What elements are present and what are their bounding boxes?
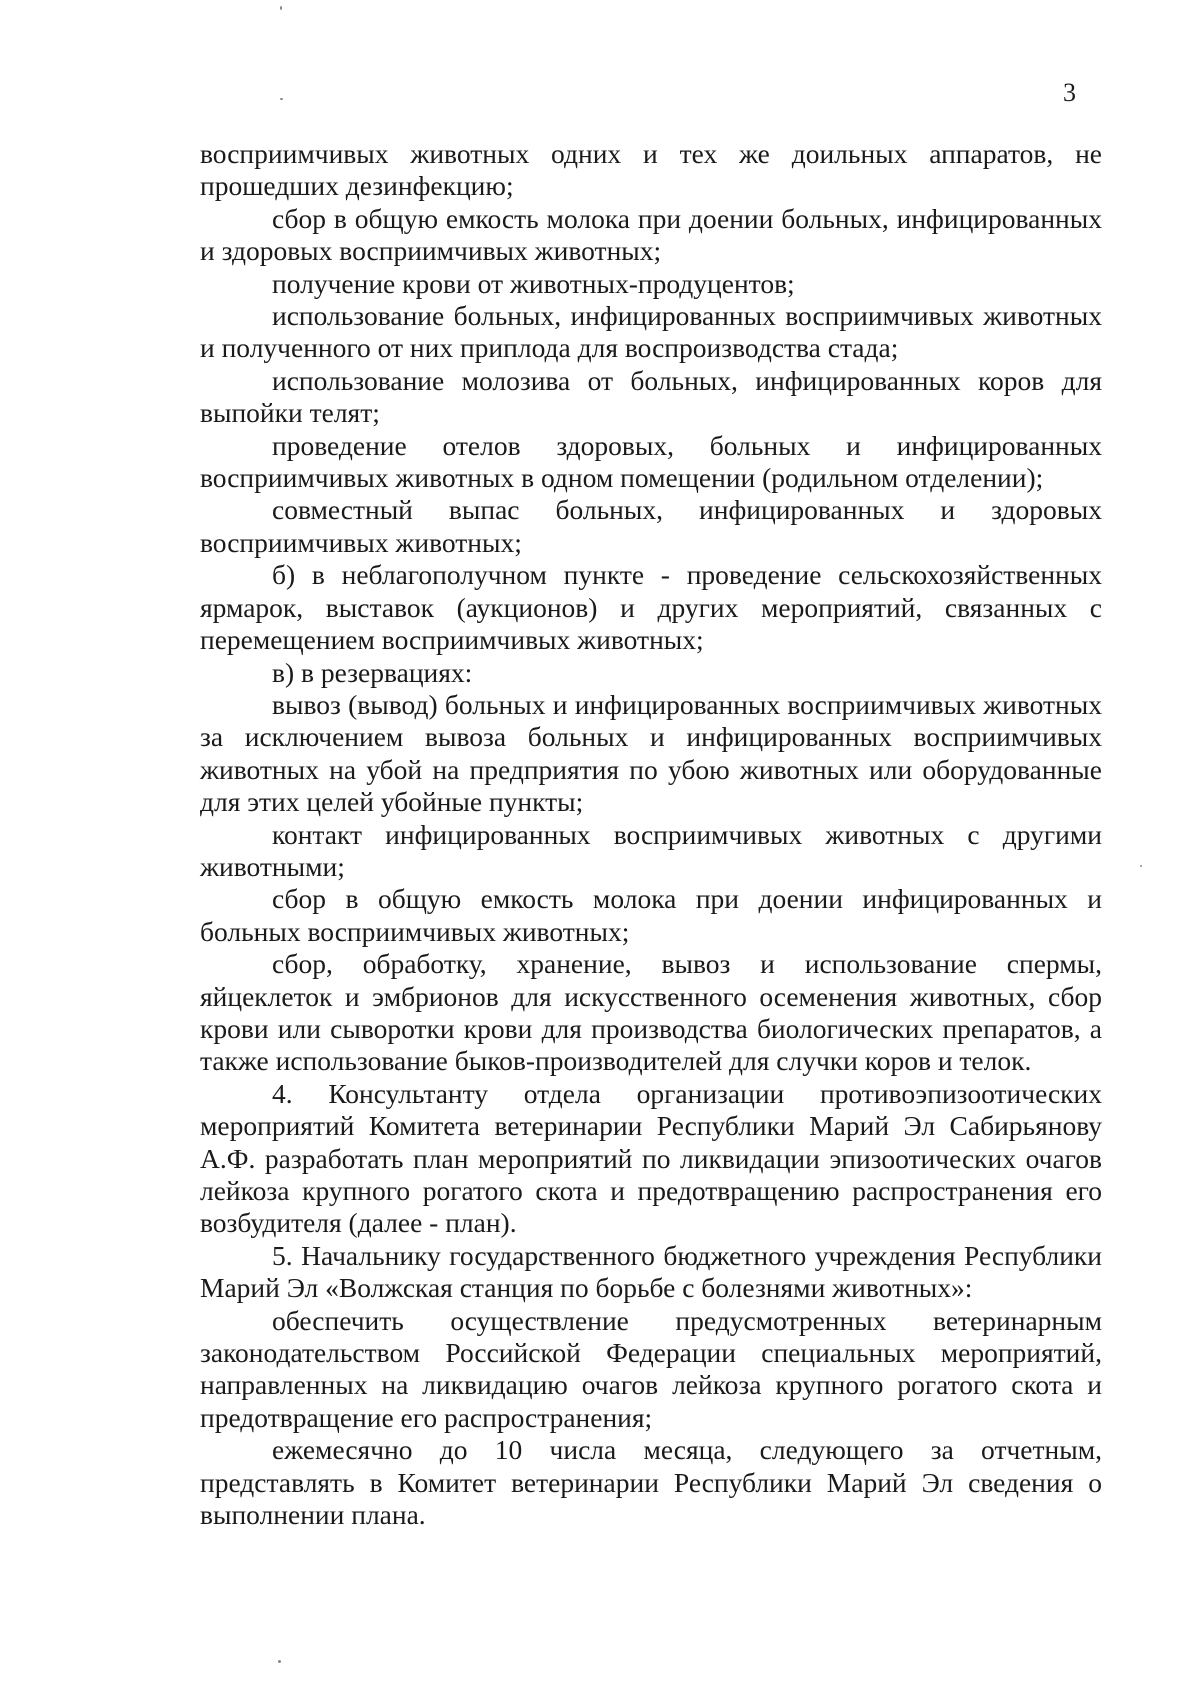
scan-speck (280, 6, 282, 10)
paragraph-13: сбор, обработку, хранение, вывоз и использование спермы, яйцеклеток и эмбрионов для искусственного осеменения животных, сбор крови или сыворотки крови для производства биологических препаратов, а также использование быков-производителей для случки коров и телок. (200, 948, 1102, 1077)
scan-speck (280, 98, 283, 100)
paragraph-11: контакт инфицированных восприимчивых животных с другими животными; (200, 818, 1102, 882)
paragraph-9: в) в резервациях: (272, 656, 473, 688)
paragraph-12: сбор в общую емкость молока при доении инфицированных и больных восприимчивых животных; (200, 883, 1102, 947)
paragraph-17: ежемесячно до 10 числа месяца, следующего за отчетным, представлять в Комитет ветеринарии Республики Марий Эл сведения о выполнении плана. (200, 1434, 1102, 1531)
scan-speck (278, 1660, 281, 1663)
paragraph-2: сбор в общую емкость молока при доении больных, инфицированных и здоровых восприимчивых животных; (200, 202, 1102, 267)
document-body (200, 138, 1102, 1531)
scan-speck (1140, 865, 1142, 867)
paragraph-5: использование молозива от больных, инфицированных коров для выпойки телят; (200, 364, 1102, 429)
paragraph-8: б) в неблагополучном пункте - проведение сельскохозяйственных ярмарок, выставок (аукционов) и других мероприятий, связанных с перемещением восприимчивых животных; (200, 559, 1102, 656)
paragraph-16: обеспечить осуществление предусмотренных ветеринарным законодательством Российской Федерации специальных мероприятий, направленных на ликвидацию очагов лейкоза крупного рогатого скота и предотвращение его распространения; (200, 1304, 1102, 1433)
paragraph-1: восприимчивых животных одних и тех же доильных аппаратов, не прошедших дезинфекцию; (200, 138, 1102, 202)
paragraph-3: получение крови от животных-продуцентов; (272, 267, 795, 299)
paragraph-14: 4. Консультанту отдела организации противоэпизоотических мероприятий Комитета ветеринарии Республики Марий Эл Сабирьянову А.Ф. разработать план мероприятий по ликвидации эпизоотических очагов лейкоза крупного рогатого скота и предотвращению распространения его возбудителя (далее - план). (200, 1077, 1102, 1239)
page-number: 3 (1063, 78, 1076, 107)
paragraph-10: вывоз (вывод) больных и инфицированных восприимчивых животных за исключением вывоза больных и инфицированных восприимчивых животных на убой на предприятия по убою животных или оборудованные для этих целей убойные пункты; (200, 688, 1102, 818)
paragraph-4: использование больных, инфицированных восприимчивых животных и полученного от них приплода для воспроизводства стада; (200, 300, 1102, 364)
paragraph-7: совместный выпас больных, инфицированных и здоровых восприимчивых животных; (200, 494, 1102, 558)
paragraph-6: проведение отелов здоровых, больных и инфицированных восприимчивых животных в одном помещении (родильном отделении); (200, 429, 1102, 494)
paragraph-15: 5. Начальнику государственного бюджетного учреждения Республики Марий Эл «Волжская станция по борьбе с болезнями животных»: (200, 1239, 1102, 1304)
